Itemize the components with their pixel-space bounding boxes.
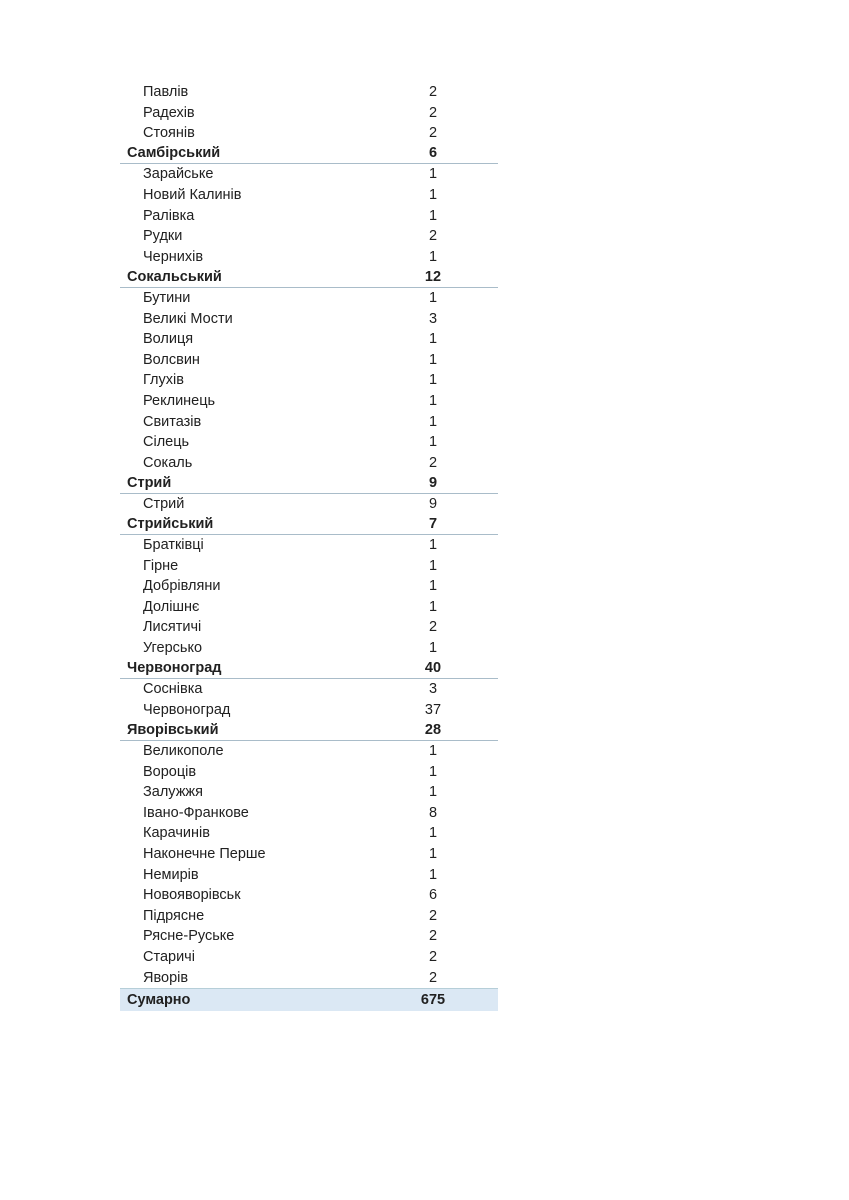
count-cell: 1 xyxy=(428,763,438,780)
count-cell: 1 xyxy=(428,186,438,203)
count-cell: 1 xyxy=(428,372,438,389)
place-name-cell: Добрівляни xyxy=(143,578,221,595)
place-name-cell: Немирів xyxy=(143,866,199,883)
count-cell: 1 xyxy=(428,413,438,430)
count-cell: 2 xyxy=(428,104,438,121)
place-name-cell: Стрийський xyxy=(127,515,214,532)
table-row xyxy=(120,164,498,185)
count-cell: 1 xyxy=(428,578,438,595)
table-row xyxy=(120,782,498,803)
place-name-cell: Бутини xyxy=(143,289,191,306)
count-cell: 2 xyxy=(428,969,438,986)
table-row xyxy=(120,309,498,330)
table-row xyxy=(120,123,498,144)
table-row xyxy=(120,267,498,288)
table-row xyxy=(120,370,498,391)
table-row xyxy=(120,453,498,474)
table-row xyxy=(120,762,498,783)
place-name-cell: Червоноград xyxy=(143,701,231,718)
table-row xyxy=(120,679,498,700)
place-name-cell: Великополе xyxy=(143,743,224,759)
count-cell: 1 xyxy=(428,866,438,883)
count-cell: 1 xyxy=(428,557,438,574)
table-row xyxy=(120,885,498,906)
table-row xyxy=(120,865,498,886)
place-name-cell: Самбірський xyxy=(127,145,221,162)
place-name-cell: Яворів xyxy=(143,969,189,986)
count-cell: 28 xyxy=(424,721,442,738)
count-cell: 1 xyxy=(428,434,438,451)
count-cell: 2 xyxy=(428,619,438,636)
table-row xyxy=(120,968,498,989)
place-name-cell: Волсвин xyxy=(143,351,200,368)
place-name-cell: Чернихів xyxy=(143,248,204,265)
place-name-cell: Реклинець xyxy=(143,392,216,409)
count-cell: 1 xyxy=(428,598,438,615)
count-cell: 1 xyxy=(428,392,438,409)
table-row xyxy=(120,350,498,371)
table-row xyxy=(120,391,498,412)
table-row xyxy=(120,659,498,680)
table-row xyxy=(120,494,498,515)
table-row xyxy=(120,226,498,247)
place-name-cell: Волиця xyxy=(143,331,194,348)
place-name-cell: Зарайське xyxy=(143,166,214,183)
places-table xyxy=(120,82,498,1011)
table-row xyxy=(120,432,498,453)
table-row xyxy=(120,803,498,824)
count-cell: 2 xyxy=(428,228,438,245)
count-cell: 37 xyxy=(424,701,442,718)
place-name-cell: Стрий xyxy=(127,474,172,491)
table-row xyxy=(120,926,498,947)
place-name-cell: Новий Калинів xyxy=(143,186,242,203)
place-name-cell: Долішнє xyxy=(143,598,200,615)
table-row xyxy=(120,144,498,165)
count-cell: 2 xyxy=(428,948,438,965)
table-row xyxy=(120,741,498,762)
place-name-cell: Яворівський xyxy=(127,721,219,738)
place-name-cell: Новояворівськ xyxy=(143,887,241,904)
count-cell: 1 xyxy=(428,784,438,801)
place-name-cell: Наконечне Перше xyxy=(143,845,266,862)
place-name-cell: Великі Мости xyxy=(143,310,233,327)
count-cell: 1 xyxy=(428,331,438,348)
place-name-cell: Рясне-Руське xyxy=(143,928,235,945)
place-name-cell: Червоноград xyxy=(127,660,222,677)
table-row xyxy=(120,514,498,535)
count-cell: 2 xyxy=(428,928,438,945)
place-name-cell: Старичі xyxy=(143,948,195,965)
count-cell: 1 xyxy=(428,289,438,306)
table-row xyxy=(120,288,498,309)
table-row xyxy=(120,720,498,741)
table-row xyxy=(120,206,498,227)
count-cell: 2 xyxy=(428,907,438,924)
count-cell: 9 xyxy=(428,495,438,512)
count-cell: 6 xyxy=(428,887,438,904)
table-row xyxy=(120,412,498,433)
place-name-cell: Братківці xyxy=(143,537,204,554)
table-row xyxy=(120,844,498,865)
count-cell: 1 xyxy=(428,537,438,554)
place-name-cell: Сумарно xyxy=(127,991,191,1008)
count-cell: 1 xyxy=(428,248,438,265)
place-name-cell: Стрий xyxy=(143,495,185,512)
place-name-cell: Соснівка xyxy=(143,681,203,698)
count-cell: 2 xyxy=(428,454,438,471)
count-cell: 1 xyxy=(428,166,438,183)
count-cell: 8 xyxy=(428,804,438,821)
table-row xyxy=(120,556,498,577)
count-cell: 2 xyxy=(428,84,438,100)
place-name-cell: Свитазів xyxy=(143,413,202,430)
place-name-cell: Залужжя xyxy=(143,784,203,801)
count-cell: 3 xyxy=(428,310,438,327)
count-cell: 12 xyxy=(424,268,442,285)
place-name-cell: Сокальський xyxy=(127,268,222,285)
count-cell: 7 xyxy=(428,515,438,532)
place-name-cell: Рудки xyxy=(143,228,183,245)
table-row xyxy=(120,823,498,844)
place-name-cell: Ралівка xyxy=(143,207,195,224)
table-row xyxy=(120,638,498,659)
place-name-cell: Карачинів xyxy=(143,825,210,842)
count-cell: 1 xyxy=(428,743,438,759)
count-cell: 1 xyxy=(428,825,438,842)
table-row xyxy=(120,185,498,206)
table-row xyxy=(120,535,498,556)
place-name-cell: Угерсько xyxy=(143,640,203,657)
count-cell: 9 xyxy=(428,474,438,491)
table-row xyxy=(120,329,498,350)
table-row xyxy=(120,947,498,968)
place-name-cell: Лисятичі xyxy=(143,619,202,636)
table-row xyxy=(120,597,498,618)
count-cell: 40 xyxy=(424,660,442,677)
place-name-cell: Івано-Франкове xyxy=(143,804,249,821)
table-row xyxy=(120,906,498,927)
place-name-cell: Сокаль xyxy=(143,454,193,471)
table-row xyxy=(120,247,498,268)
place-name-cell: Стоянів xyxy=(143,125,195,142)
count-cell: 1 xyxy=(428,207,438,224)
place-name-cell: Сілець xyxy=(143,434,190,451)
count-cell: 1 xyxy=(428,351,438,368)
table-row xyxy=(120,617,498,638)
count-cell: 675 xyxy=(420,991,446,1008)
table-row xyxy=(120,700,498,721)
count-cell: 1 xyxy=(428,640,438,657)
place-name-cell: Глухів xyxy=(143,372,184,389)
place-name-cell: Вороців xyxy=(143,763,197,780)
place-name-cell: Гірне xyxy=(143,557,179,574)
table-row xyxy=(120,473,498,494)
table-row xyxy=(120,82,498,103)
count-cell: 2 xyxy=(428,125,438,142)
count-cell: 3 xyxy=(428,681,438,698)
table-row xyxy=(120,576,498,597)
place-name-cell: Радехів xyxy=(143,104,195,121)
count-cell: 6 xyxy=(428,145,438,162)
place-name-cell: Підрясне xyxy=(143,907,205,924)
table-row xyxy=(120,103,498,124)
count-cell: 1 xyxy=(428,845,438,862)
place-name-cell: Павлів xyxy=(143,84,189,100)
table-row xyxy=(120,988,498,1011)
